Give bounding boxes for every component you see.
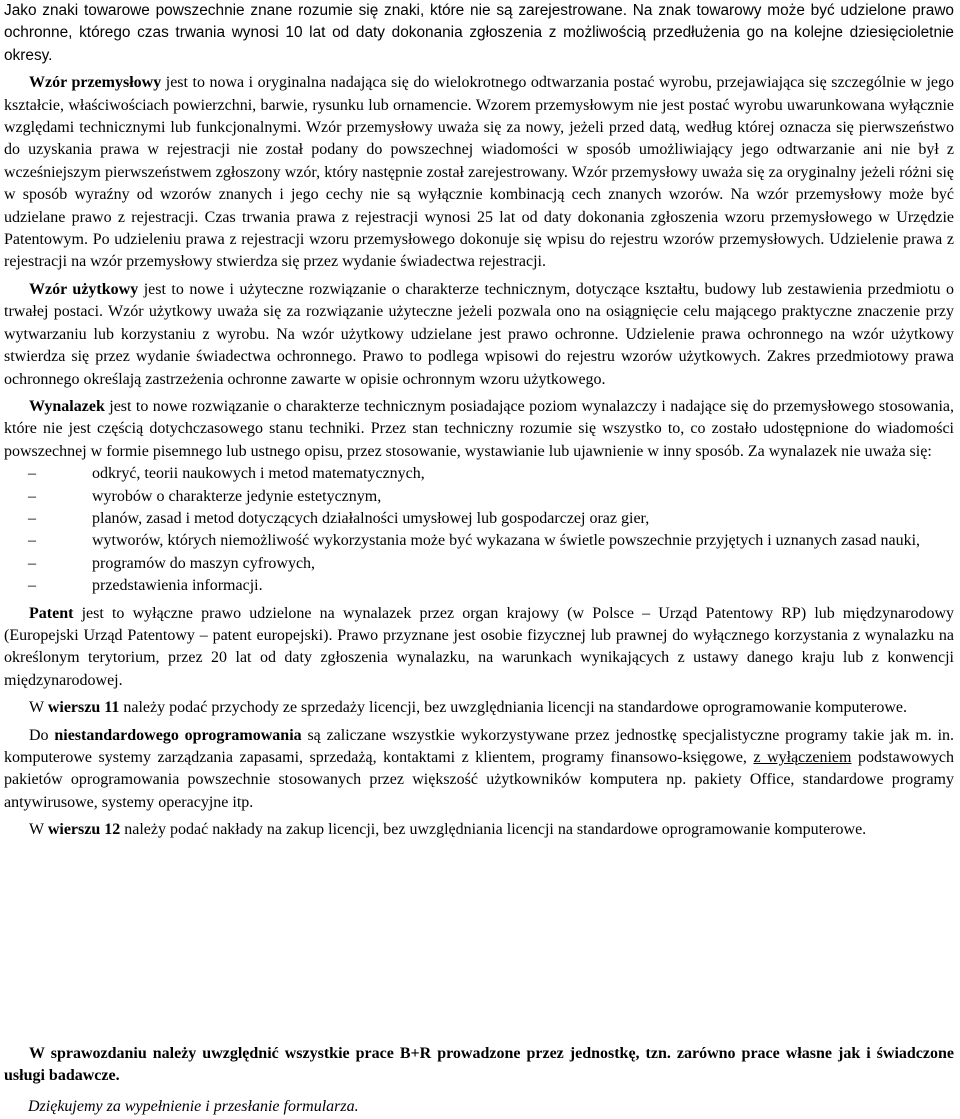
list-item-text: wytworów, których niemożliwość wykorzystania może być wykazana w świetle powszechnie przyjętych i uznanych zasad nauki, xyxy=(92,532,921,550)
dash-bullet: – xyxy=(28,577,36,595)
row-11-term: wierszu 11 xyxy=(47,699,120,717)
dash-bullet: – xyxy=(28,487,36,505)
nonstandard-underlined: z wyłączeniem xyxy=(753,749,852,766)
nonstandard-text-before: są zaliczane wszystkie wykorzystywane przez jednostkę specjalistyczne programy takie jak m. in. komputerowe systemy zarządzania zapasami, sprzedażą, kontaktami z klientem, programy finansowo-księgowe, xyxy=(4,726,955,766)
patent-term: Patent xyxy=(29,604,74,622)
thanks-note: Dziękujemy za wypełnienie i przesłanie formularza. xyxy=(28,1098,359,1115)
dash-bullet: – xyxy=(28,532,36,550)
invention-exclusions-list xyxy=(4,463,954,597)
dash-bullet: – xyxy=(28,554,36,572)
industrial-design-text: jest to nowa i oryginalna nadająca się do wielokrotnego odtwarzania postać wyrobu, przejawiająca się szczególnie w jego kształcie, właściwościach powierzchni, barwie, rysunku lub ornamencie. Wzorem przemysłowym nie jest postać wyrobu uwarunkowana wyłącznie względami technicznymi lub funkcjonalnymi. Wzór przemysłowy uważa się za nowy, jeżeli przed datą, według której oznacza się pierwszeństwo do uzyskania prawa w rejestracji nie został podany do powszechnej wiadomości w sposób umożliwiający jego odtwarzanie ani nie był z wcześniejszym pierwszeństwem zgłoszony wzór, który następnie został zarejestrowany. Wzór przemysłowy uważa się za oryginalny jeżeli różni się w sposób wyraźny od wzorów znanych i jego cechy nie są wyłącznie kombinacją cech znanych wzorów. Na wzór przemysłowy może być udzielane prawo z rejestracji. Czas trwania prawa z rejestracji wynosi 25 lat od daty dokonania zgłoszenia wzoru przemysłowego w Urzędzie Patentowym. Po udzieleniu prawa z rejestracji wzoru przemysłowego dokonuje się wpisu do rejestru wzorów przemysłowych. Udzielenie prawa z rejestracji na wzór przemysłowy stwierdza się przez wydanie świadectwa rejestracji. xyxy=(4,74,955,271)
row-12-prefix: W xyxy=(29,821,48,839)
list-item xyxy=(4,463,954,485)
row-11-prefix: W xyxy=(29,699,48,717)
list-item xyxy=(4,508,954,530)
invention-paragraph xyxy=(4,396,954,463)
nonstandard-software-paragraph xyxy=(4,725,954,815)
dash-bullet: – xyxy=(28,465,36,483)
row-12-term: wierszu 12 xyxy=(47,821,121,839)
invention-term: Wynalazek xyxy=(29,397,105,415)
nonstandard-prefix: Do xyxy=(29,726,55,744)
utility-model-paragraph xyxy=(4,279,954,391)
dash-bullet: – xyxy=(28,509,36,527)
list-item xyxy=(4,486,954,508)
row-11-text: należy podać przychody ze sprzedaży licencji, bez uwzględniania licencji na standardowe oprogramowanie komputerowe. xyxy=(119,699,908,717)
list-item xyxy=(4,575,954,597)
row-12-paragraph xyxy=(4,819,954,841)
utility-model-text: jest to nowe i użyteczne rozwiązanie o charakterze technicznym, dotyczące kształtu, budowy lub zestawienia przedmiotu o trwałej postaci. Wzór użytkowy uważa się za rozwiązanie użyteczne jeżeli pozwala ono na osiągnięcie celu mającego praktyczne znaczenie przy wytwarzaniu lub korzystaniu z wyrobu. Na wzór użytkowy udzielane jest prawo ochronne. Udzielenie prawa ochronnego na wzór użytkowy stwierdza się przez wydanie świadectwa ochronnego. Prawo to podlega wpisowi do rejestru wzorów użytkowych. Zakres przedmiotowy prawa ochronnego określają zastrzeżenia ochronne zawarte w opisie ochronnym wzoru użytkowego. xyxy=(4,280,954,388)
list-item xyxy=(4,530,954,552)
closing-note-text: W sprawozdaniu należy uwzględnić wszystkie prace B+R prowadzone przez jednostkę, tzn. zarówno prace własne jak i świadczone usługi badawcze. xyxy=(4,1045,954,1085)
closing-note xyxy=(4,1043,954,1088)
row-12-text: należy podać nakłady na zakup licencji, bez uwzględniania licencji na standardowe oprogramowanie komputerowe. xyxy=(120,821,867,839)
industrial-design-term: Wzór przemysłowy xyxy=(29,74,162,92)
invention-text: jest to nowe rozwiązanie o charakterze technicznym posiadające poziom wynalazczy i nadające się do przemysłowego stosowania, które nie jest częścią dotychczasowego stanu techniki. Przez stan techniczny rozumie się wszystko to, co zostało udostępnione do wiadomości powszechnej w formie pisemnego lub ustnego opisu, przez stosowanie, wystawianie lub ujawnienie w inny sposób. Za wynalazek nie uważa się: xyxy=(4,397,954,460)
list-item-text: odkryć, teorii naukowych i metod matematycznych, xyxy=(92,465,425,483)
nonstandard-term: niestandardowego oprogramowania xyxy=(54,726,302,744)
list-item-text: wyrobów o charakterze jedynie estetycznym, xyxy=(92,487,382,505)
list-item-text: przedstawienia informacji. xyxy=(92,577,263,595)
nonstandard-text-after: podstawowych pakietów oprogramowania powszechnie stosowanych przez większość użytkowników komputera np. pakiety Office, standardowe programy antywirusowe, systemy operacyjne itp. xyxy=(4,749,954,811)
trademark-paragraph xyxy=(4,0,954,67)
utility-model-term: Wzór użytkowy xyxy=(29,280,139,298)
list-item-text: planów, zasad i metod dotyczących działalności umysłowej lub gospodarczej oraz gier, xyxy=(92,509,650,527)
patent-text: jest to wyłączne prawo udzielone na wynalazek przez organ krajowy (w Polsce – Urząd Patentowy RP) lub międzynarodowy (Europejski Urząd Patentowy – patent europejski). Prawo przyznane jest osobie fizycznej lub prawnej do wyłącznego korzystania z wynalazku na określonym terytorium, przez 20 lat od daty zgłoszenia wynalazku, na warunkach wynikających z ustawy danego kraju lub z konwencji międzynarodowej. xyxy=(4,604,954,689)
row-11-paragraph xyxy=(4,697,954,719)
industrial-design-paragraph xyxy=(4,72,954,274)
trademark-text: Jako znaki towarowe powszechnie znane rozumie się znaki, które nie są zarejestrowane. Na znak towarowy może być udzielone prawo ochronne, którego czas trwania wynosi 10 lat od daty dokonania zgłoszenia z możliwością przedłużenia go na kolejne dziesięcioletnie okresy. xyxy=(4,2,954,64)
list-item-text: programów do maszyn cyfrowych, xyxy=(92,554,316,572)
list-item xyxy=(4,553,954,575)
patent-paragraph xyxy=(4,603,954,693)
